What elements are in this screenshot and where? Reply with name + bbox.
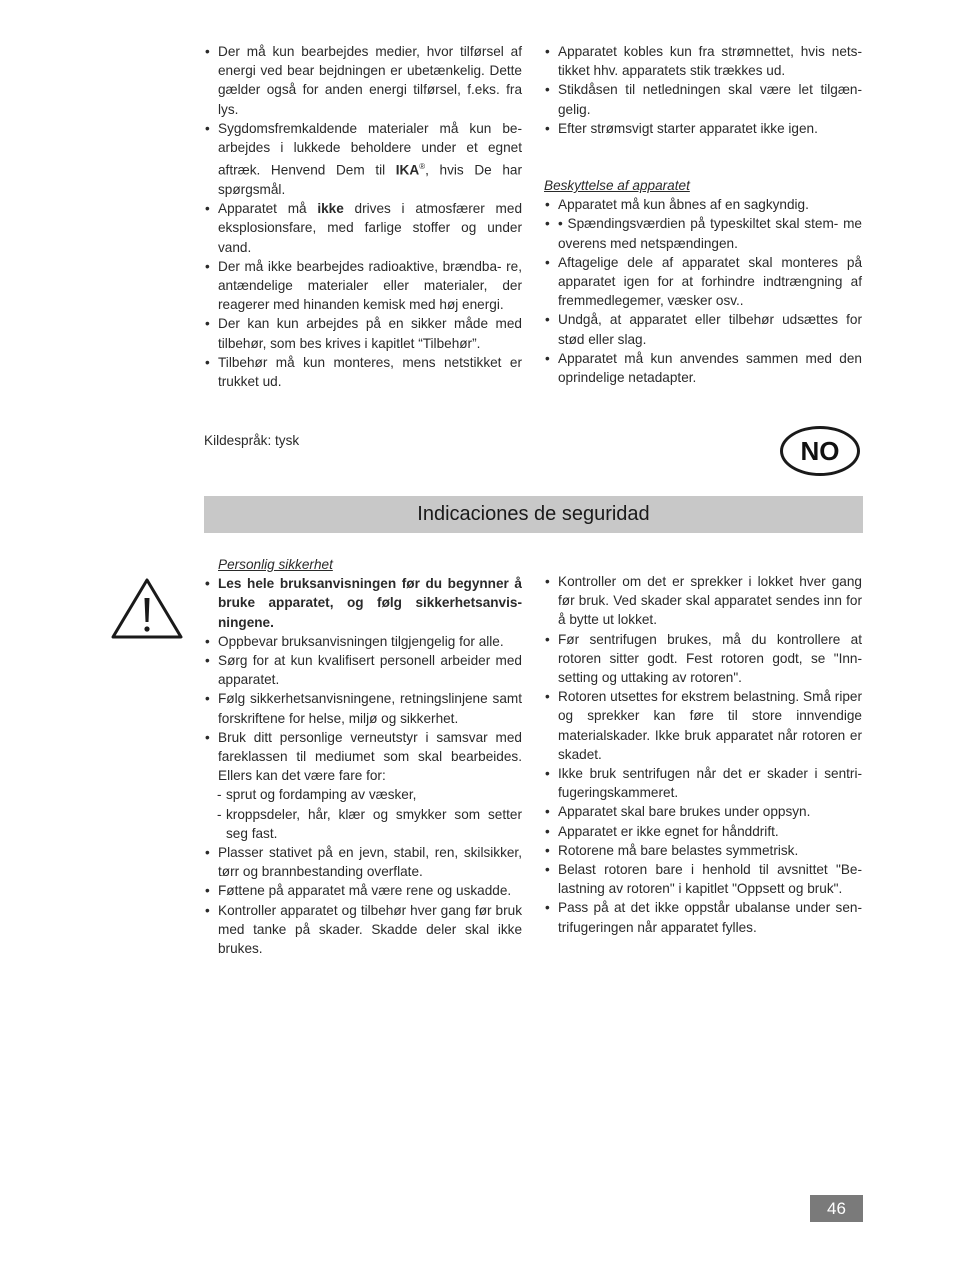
list-item: • Følg sikkerhetsanvisningene, retningslinjene samt forskriftene for helse, miljø og sikkerhet.: [204, 689, 522, 727]
list-item: • Sørg for at kun kvalifisert personell arbeider med apparatet.: [204, 651, 522, 689]
list-item: • • Spændingsværdien på typeskiltet skal stem- me overens med netspændingen.: [544, 214, 862, 252]
list-item: • Der må ikke bearbejdes radioaktive, brændba- re, antændelige materialer eller materialer, der reagerer med hinanden kemisk med høj energi.: [204, 257, 522, 315]
list-item: • Der må kun bearbejdes medier, hvor tilførsel af energi ved bear bejdningen er ubetænkelig. Dette gælder også for anden energi tilførsel, f.eks. fra lys.: [204, 42, 522, 119]
subheading-device-protection: Beskyttelse af apparatet: [544, 178, 690, 194]
sub-list-item: - kroppsdeler, hår, klær og smykker som setter seg fast.: [204, 805, 522, 843]
list-item: • Plasser stativet på en jevn, stabil, ren, skilsikker, tørr og brannbestanding overflate.: [204, 843, 522, 881]
list-item: • Føttene på apparatet må være rene og uskadde.: [204, 881, 522, 900]
top-right-column: [544, 42, 862, 387]
warning-icon: [110, 576, 184, 645]
list-item: • Belast rotoren bare i henhold til avsnittet "Be- lastning av rotoren" i kapitlet "Oppsett og bruk".: [544, 860, 862, 898]
list-item: • Bruk ditt personlige verneutstyr i samsvar med fareklassen til mediumet som skal bearbeides. Ellers kan det være fare for:: [204, 728, 522, 786]
subheading-personal-safety: Personlig sikkerhet: [218, 557, 333, 572]
list-item: • Apparatet skal bare brukes under oppsyn.: [544, 802, 862, 821]
centrifuge-safety-list: [544, 572, 862, 937]
list-item: • Kontroller apparatet og tilbehør hver gang før bruk med tanke på skader. Skadde deler skal ikke brukes.: [204, 901, 522, 959]
bottom-right-column: [544, 572, 862, 937]
list-item: • Apparatet må kun anvendes sammen med den oprindelige netadapter.: [544, 349, 862, 387]
personal-safety-list: [204, 574, 522, 958]
list-item: • Før sentrifugen brukes, må du kontrollere at rotoren sitter godt. Fest rotoren godt, se "Inn- setting og uttaking av rotoren".: [544, 630, 862, 688]
list-item: • Rotorene må bare belastes symmetrisk.: [544, 841, 862, 860]
list-item: • Rotoren utsettes for ekstrem belastning. Små riper og sprekker kan føre til store innvendige materialskader. Ikke bruk apparatet når rotoren er skadet.: [544, 687, 862, 764]
list-item: • Ikke bruk sentrifugen når det er skader i sentri- fugeringskammeret.: [544, 764, 862, 802]
list-item: • Sygdomsfremkaldende materialer må kun be- arbejdes i lukkede beholdere under et egnet aftræk. Henvend Dem til IKA®, hvis De har spørgsmål.: [204, 119, 522, 199]
safety-list: [204, 42, 522, 391]
list-item: • Apparatet er ikke egnet for hånddrift.: [544, 822, 862, 841]
list-item: • Apparatet kobles kun fra strømnettet, hvis nets- tikket hhv. apparatets stik trækkes ud.: [544, 42, 862, 80]
list-item: • Oppbevar bruksanvisningen tilgjengelig for alle.: [204, 632, 522, 651]
safety-list: [544, 42, 862, 138]
source-language-note: Kildespråk: tysk: [204, 433, 300, 448]
list-item: • Pass på at det ikke oppstår ubalanse under sen- trifugeringen når apparatet fylles.: [544, 898, 862, 936]
list-item: • Kontroller om det er sprekker i lokket hver gang før bruk. Ved skader skal apparatet sendes inn for å bytte ut lokket.: [544, 572, 862, 630]
list-item: • Efter strømsvigt starter apparatet ikke igen.: [544, 119, 862, 138]
list-item: • Les hele bruksanvisningen før du begynner å bruke apparatet, og følg sikkerhetsanvis- ningene.: [204, 574, 522, 632]
sub-list-item: - sprut og fordamping av væsker,: [204, 785, 522, 804]
bottom-left-column: [204, 555, 522, 958]
list-item: • Aftagelige dele af apparatet skal monteres på apparatet igen for at forhindre indtrængning af fremmedlegemer, væsker osv..: [544, 253, 862, 311]
list-item: • Apparatet må ikke drives i atmosfærer med eksplosionsfare, med farlige stoffer og under vand.: [204, 199, 522, 257]
page-number: 46: [810, 1195, 863, 1222]
section-title-bar: [204, 496, 863, 533]
list-item: • Stikdåsen til netledningen skal være let tilgæn- gelig.: [544, 80, 862, 118]
list-item: • Der kan kun arbejdes på en sikker måde med tilbehør, som bes krives i kapitlet “Tilbehør”.: [204, 314, 522, 352]
section-title: Indicaciones de seguridad: [417, 503, 650, 525]
list-item: • Tilbehør må kun monteres, mens netstikket er trukket ud.: [204, 353, 522, 391]
list-item: • Apparatet må kun åbnes af en sagkyndig.: [544, 195, 862, 214]
list-item: • Undgå, at apparatet eller tilbehør udsættes for stød eller slag.: [544, 310, 862, 348]
top-left-column: [204, 42, 522, 391]
protection-list: [544, 195, 862, 387]
language-badge: NO: [780, 426, 860, 476]
